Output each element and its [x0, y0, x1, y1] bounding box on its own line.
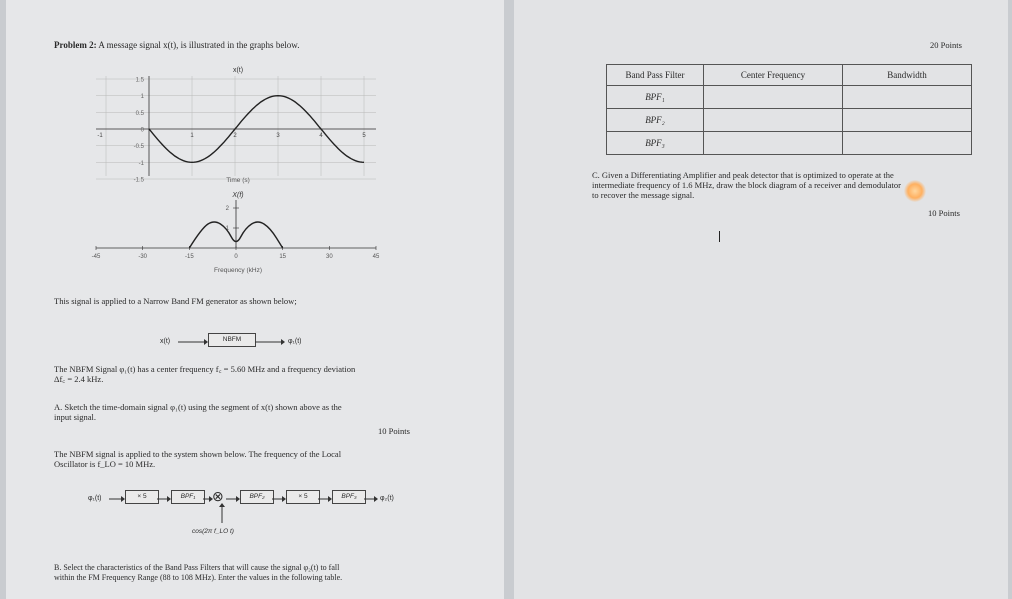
- nbfm-desc-line2: Δf꜀ = 2.4 kHz.: [54, 374, 104, 384]
- system-input-label: φ₁(t): [88, 495, 102, 502]
- freq-plot-xlabel: Frequency (kHz): [213, 267, 263, 274]
- time-y-tick-label: 0.5: [135, 110, 144, 117]
- table-cell-bandwidth[interactable]: [843, 109, 972, 132]
- time-x-tick-label: 4: [319, 133, 323, 139]
- time-x-tick-label: 2: [233, 133, 237, 139]
- part-b-line1: B. Select the characteristics of the Band Pass Filters that will cause the signal φ₂(t) to fall: [54, 563, 340, 572]
- system-arrow-7: [364, 495, 378, 503]
- time-x-tick-label: 1: [190, 133, 194, 139]
- system-output-label: φ₂(t): [380, 495, 394, 502]
- system-arrow-4: [226, 495, 240, 503]
- table-header-center-frequency: Center Frequency: [704, 65, 843, 86]
- system-arrow-2: [157, 495, 171, 503]
- time-y-tick-label: -1.5: [133, 177, 144, 184]
- time-x-tick-label: 3: [276, 133, 280, 139]
- table-row: [607, 109, 972, 132]
- points-total: 20 Points: [930, 40, 962, 50]
- time-x-tick-label: 5: [362, 133, 366, 139]
- time-domain-plot: [86, 64, 386, 194]
- bpf2-block: BPF₂: [240, 490, 274, 504]
- left-page: [6, 0, 504, 599]
- freq-x-tick-label: 30: [325, 254, 333, 260]
- problem-statement: A message signal x(t), is illustrated in the graphs below.: [98, 40, 300, 50]
- system-arrow-6: [318, 495, 332, 503]
- table-row: [607, 132, 972, 155]
- table-header-filter: Band Pass Filter: [607, 65, 704, 86]
- table-cell-bandwidth[interactable]: [843, 132, 972, 155]
- bpf-table: [606, 64, 972, 155]
- mixer-symbol: ⊗: [212, 488, 224, 504]
- frequency-plot: [86, 186, 386, 278]
- table-header-bandwidth: Bandwidth: [843, 65, 972, 86]
- nbfm-input-label: x(t): [160, 338, 171, 345]
- nbfm-block: NBFM: [208, 333, 256, 347]
- freq-plot-title: X(f): [232, 192, 244, 199]
- table-row: [607, 86, 972, 109]
- time-y-tick-label: 0: [140, 127, 144, 134]
- part-c-line3: to recover the message signal.: [592, 190, 695, 200]
- lo-arrow: [218, 503, 226, 523]
- table-cell-filter: BPF₁: [607, 86, 704, 109]
- part-c-line2: intermediate frequency of 1.6 MHz, draw the block diagram of a receiver and demodulator: [592, 180, 901, 190]
- system-line2: Oscillator is f_LO = 10 MHz.: [54, 459, 156, 469]
- time-plot-xlabel: Time (s): [226, 177, 250, 184]
- table-cell-filter: BPF₃: [607, 132, 704, 155]
- freq-x-tick-label: 15: [279, 254, 287, 260]
- table-cell-center-frequency[interactable]: [704, 109, 843, 132]
- part-a-line1: A. Sketch the time-domain signal φ₁(t) using the segment of x(t) shown above as the: [54, 402, 342, 412]
- time-x-tick-label: -1: [97, 133, 103, 139]
- part-b-line2: within the FM Frequency Range (88 to 108 MHz). Enter the values in the following table.: [54, 573, 343, 582]
- lo-label: cos(2π f_LO t): [192, 528, 234, 535]
- system-arrow-1: [109, 495, 125, 503]
- freq-x-tick-label: 45: [372, 254, 380, 260]
- time-y-tick-label: -0.5: [133, 144, 144, 151]
- part-a-line2: input signal.: [54, 412, 97, 422]
- table-cell-center-frequency[interactable]: [704, 132, 843, 155]
- bpf1-block: BPF₁: [171, 490, 205, 504]
- table-cell-center-frequency[interactable]: [704, 86, 843, 109]
- part-c-points: 10 Points: [928, 208, 960, 218]
- table-header-row: [607, 65, 972, 86]
- freq-y-tick-label: 1: [225, 226, 229, 232]
- glare-spot: [904, 180, 926, 202]
- part-c-line1: C. Given a Differentiating Amplifier and peak detector that is optimized to operate at the: [592, 170, 894, 180]
- nbfm-intro: This signal is applied to a Narrow Band FM generator as shown below;: [54, 296, 297, 306]
- freq-x-tick-label: -15: [184, 254, 194, 260]
- text-cursor: [719, 231, 720, 242]
- problem-label: Problem 2:: [54, 40, 97, 50]
- freq-x-tick-label: 0: [234, 254, 238, 260]
- freq-y-tick-label: 2: [225, 206, 229, 212]
- nbfm-input-arrow: [178, 338, 208, 346]
- time-plot-title: x(t): [232, 67, 244, 74]
- table-cell-bandwidth[interactable]: [843, 86, 972, 109]
- table-cell-filter: BPF₂: [607, 109, 704, 132]
- part-a-points: 10 Points: [378, 426, 410, 436]
- time-y-tick-label: -1: [138, 160, 144, 167]
- nbfm-output-label: φ₁(t): [288, 338, 302, 345]
- freq-x-tick-label: -30: [138, 254, 148, 260]
- bpf3-block: BPF₃: [332, 490, 366, 504]
- nbfm-desc-line1: The NBFM Signal φ₁(t) has a center frequency f꜀ = 5.60 MHz and a frequency deviation: [54, 364, 356, 374]
- problem-header: [54, 40, 299, 51]
- multiplier-block-2: × 5: [286, 490, 320, 504]
- time-y-tick-label: 1: [140, 94, 144, 101]
- nbfm-output-arrow: [255, 338, 285, 346]
- time-y-tick-label: 1.5: [135, 77, 144, 84]
- system-line1: The NBFM signal is applied to the system shown below. The frequency of the Local: [54, 449, 342, 459]
- system-arrow-5: [272, 495, 286, 503]
- freq-x-tick-label: -45: [91, 254, 101, 260]
- right-page: [514, 0, 1008, 599]
- multiplier-block-1: × 5: [125, 490, 159, 504]
